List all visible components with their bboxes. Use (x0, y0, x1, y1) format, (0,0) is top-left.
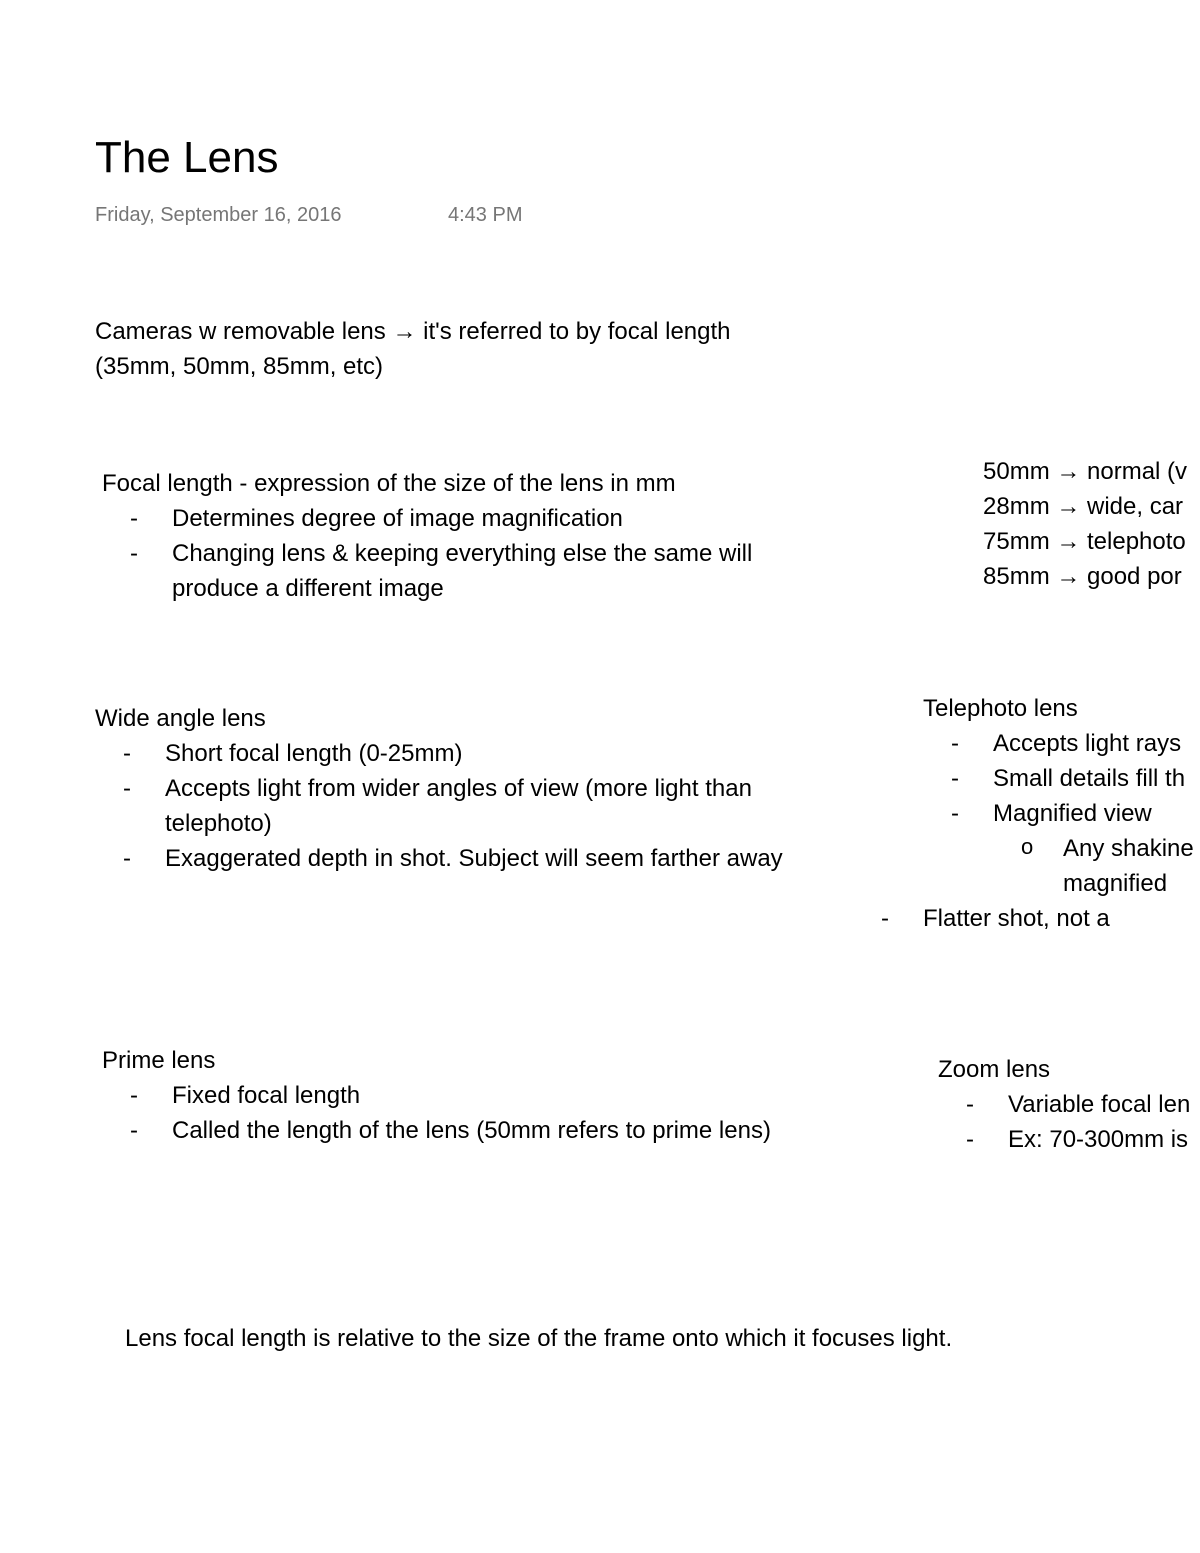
dash-bullet: - (123, 775, 131, 802)
sub-list-item-text: Any shakine (1063, 835, 1194, 862)
list-item (102, 536, 822, 606)
focal-length-section (102, 466, 822, 606)
page-time: 4:43 PM (448, 204, 523, 226)
list-item-text: Magnified view (993, 800, 1152, 827)
example-line: 85mm → good por (983, 563, 1182, 590)
list-item-text: Small details fill th (993, 765, 1186, 792)
dash-bullet: - (966, 1126, 974, 1153)
list-item (923, 761, 1200, 796)
intro-line: Cameras w removable lens → it's referred to by focal length (95, 318, 731, 345)
list-item-text: Variable focal len (1008, 1091, 1191, 1118)
dash-bullet: - (881, 905, 889, 932)
list-item (102, 501, 822, 536)
dash-bullet: - (123, 845, 131, 872)
dash-bullet: - (123, 740, 131, 767)
example-line: 75mm → telephoto (983, 528, 1186, 555)
section-heading: Prime lens (102, 1047, 216, 1074)
telephoto-section (881, 691, 1200, 936)
sub-bullet-list (993, 831, 1200, 901)
section-heading: Focal length - expression of the size of the lens in mm (102, 470, 676, 497)
zoom-lens-section (938, 1052, 1200, 1157)
list-item (95, 736, 835, 771)
list-item-text: Flatter shot, not a (923, 905, 1110, 932)
list-item (102, 1078, 802, 1113)
sub-list-item-text: magnified (1063, 870, 1168, 897)
dash-bullet: - (951, 730, 959, 757)
section-heading: Wide angle lens (95, 705, 266, 732)
list-item (923, 726, 1200, 761)
list-item-text: Short focal length (0-25mm) (165, 740, 463, 767)
list-item (102, 1113, 802, 1148)
dash-bullet: - (130, 505, 138, 532)
list-item (95, 771, 835, 841)
list-item-text: Accepts light rays (993, 730, 1182, 757)
list-item (938, 1087, 1200, 1122)
focal-length-examples (983, 454, 1200, 594)
circle-bullet: o (1021, 834, 1034, 859)
footer-text: Lens focal length is relative to the size of the frame onto which it focuses light. (125, 1325, 953, 1352)
list-item (938, 1122, 1200, 1157)
list-item-text: Called the length of the lens (50mm refers to prime lens) (172, 1117, 771, 1144)
list-item (923, 796, 1200, 901)
footer-note (125, 1321, 1125, 1356)
dash-bullet: - (966, 1091, 974, 1118)
list-item-text: Accepts light from wider angles of view (more light than telephoto) (165, 775, 752, 837)
dash-bullet: - (951, 765, 959, 792)
list-item-text: Exaggerated depth in shot. Subject will seem farther away (165, 845, 783, 872)
dash-bullet: - (951, 800, 959, 827)
list-item (95, 841, 835, 876)
dash-bullet: - (130, 1082, 138, 1109)
example-line: 28mm → wide, car (983, 493, 1184, 520)
list-item (853, 901, 1200, 936)
sub-list-item (993, 831, 1200, 901)
dash-bullet: - (130, 540, 138, 567)
wide-angle-section (95, 701, 835, 876)
bullet-list (938, 1087, 1200, 1157)
bullet-list (95, 736, 835, 876)
prime-lens-section (102, 1043, 802, 1148)
list-item-text: Determines degree of image magnification (172, 505, 623, 532)
section-heading: Zoom lens (938, 1056, 1051, 1083)
bullet-list (102, 501, 822, 606)
list-item-text: Ex: 70-300mm is (1008, 1126, 1189, 1153)
section-heading: Telephoto lens (923, 695, 1078, 722)
list-item-text: Fixed focal length (172, 1082, 361, 1109)
intro-paragraph (95, 314, 855, 384)
page-date: Friday, September 16, 2016 (95, 204, 342, 226)
page-title: The Lens (95, 133, 279, 182)
dash-bullet: - (130, 1117, 138, 1144)
example-line: 50mm → normal (v (983, 458, 1188, 485)
bullet-list (881, 726, 1200, 936)
bullet-list (102, 1078, 802, 1148)
intro-line: (35mm, 50mm, 85mm, etc) (95, 353, 384, 380)
list-item-text: Changing lens & keeping everything else the same will produce a different image (172, 540, 753, 602)
